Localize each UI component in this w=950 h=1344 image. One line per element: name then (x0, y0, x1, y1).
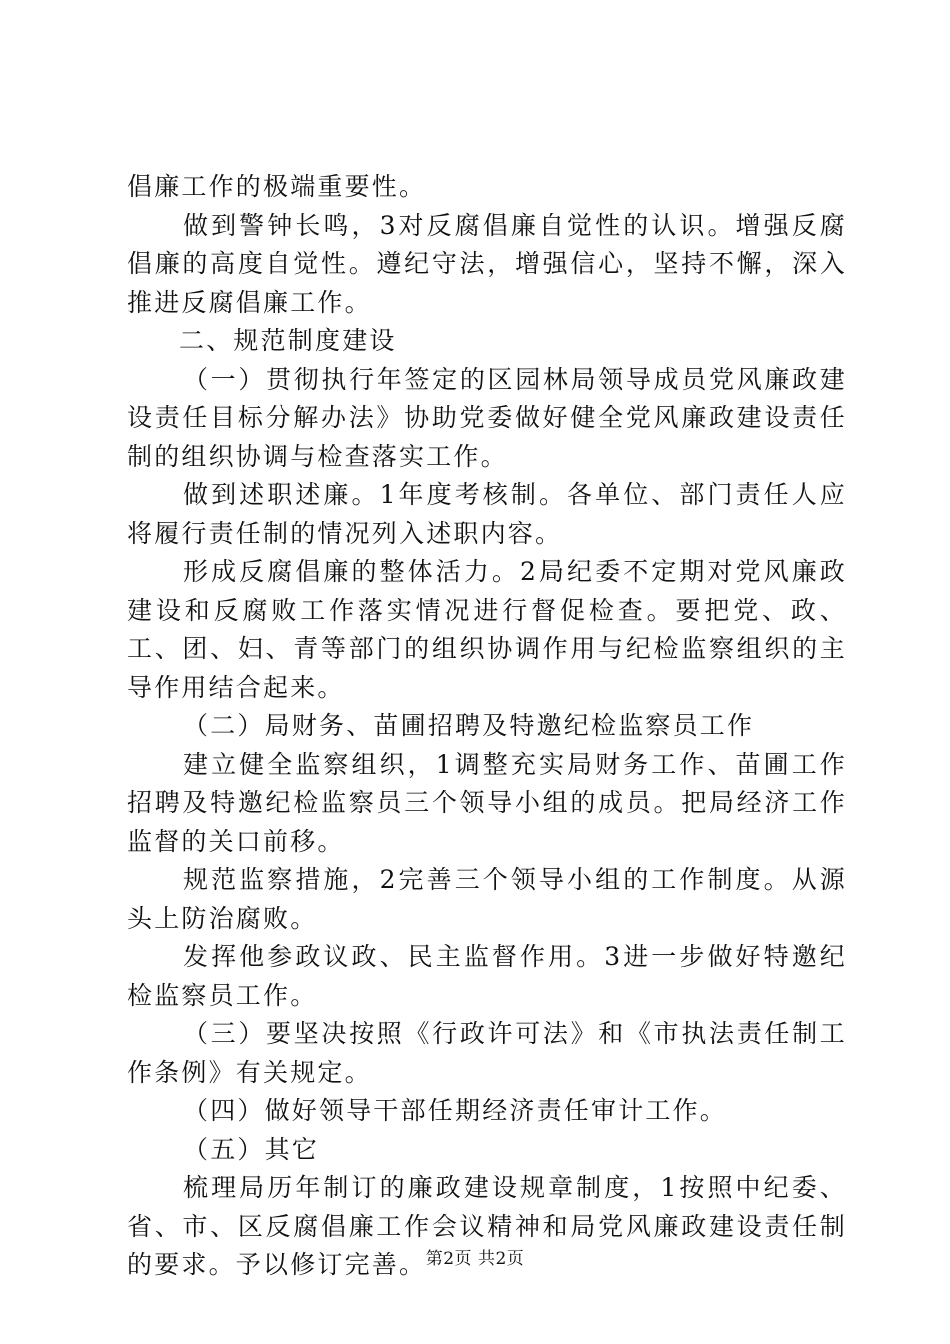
subsection-five: （五）其它 (183, 1134, 320, 1164)
paragraph-report-duty: 做到述职述廉。1年度考核制。各单位、部门责任人应将履行责任制的情况列入述职内容。 (127, 480, 847, 548)
subsection-one: （一）贯彻执行年签定的区园林局领导成员党风廉政建设责任目标分解办法》协助党委做好健全党风廉政建设责任制的组织协调与检查落实工作。 (127, 364, 847, 471)
section-heading-system-building: 二、规范制度建设 (179, 326, 397, 355)
paragraph-revise-rules: 梳理局历年制订的廉政建设规章制度，1按照中纪委、省、市、区反腐倡廉工作会议精神和局党风廉政建设责任制的要求。予以修订完善。 (127, 1173, 847, 1279)
document-body (127, 168, 847, 1285)
subsection-three: （三）要坚决按照《行政许可法》和《市执法责任制工作条例》有关规定。 (127, 1019, 847, 1087)
paragraph-vigilance: 做到警钟长鸣，3对反腐倡廉自觉性的认识。增强反腐倡廉的高度自觉性。遵纪守法，增强信心，坚持不懈，深入推进反腐倡廉工作。 (127, 210, 847, 317)
page-number-footer: 第2页 共2页 (425, 1249, 525, 1269)
subsection-two: （二）局财务、苗圃招聘及特邀纪检监察员工作 (183, 711, 755, 740)
paragraph-democratic-supervision: 发挥他参政议政、民主监督作用。3进一步做好特邀纪检监察员工作。 (127, 942, 847, 1010)
paragraph-overall-vitality: 形成反腐倡廉的整体活力。2局纪委不定期对党风廉政建设和反腐败工作落实情况进行督促检查。要把党、政、工、团、妇、青等部门的组织协调作用与纪检监察组织的主导作用结合起来。 (127, 557, 847, 702)
paragraph-supervision-measures: 规范监察措施，2完善三个领导小组的工作制度。从源头上防治腐败。 (127, 865, 847, 933)
subsection-four: （四）做好领导干部任期经济责任审计工作。 (183, 1096, 728, 1125)
paragraph-continuation: 倡廉工作的极端重要性。 (127, 172, 427, 201)
paragraph-supervision-organization: 建立健全监察组织，1调整充实局财务工作、苗圃工作招聘及特邀纪检监察员三个领导小组的成员。把局经济工作监督的关口前移。 (127, 749, 847, 856)
